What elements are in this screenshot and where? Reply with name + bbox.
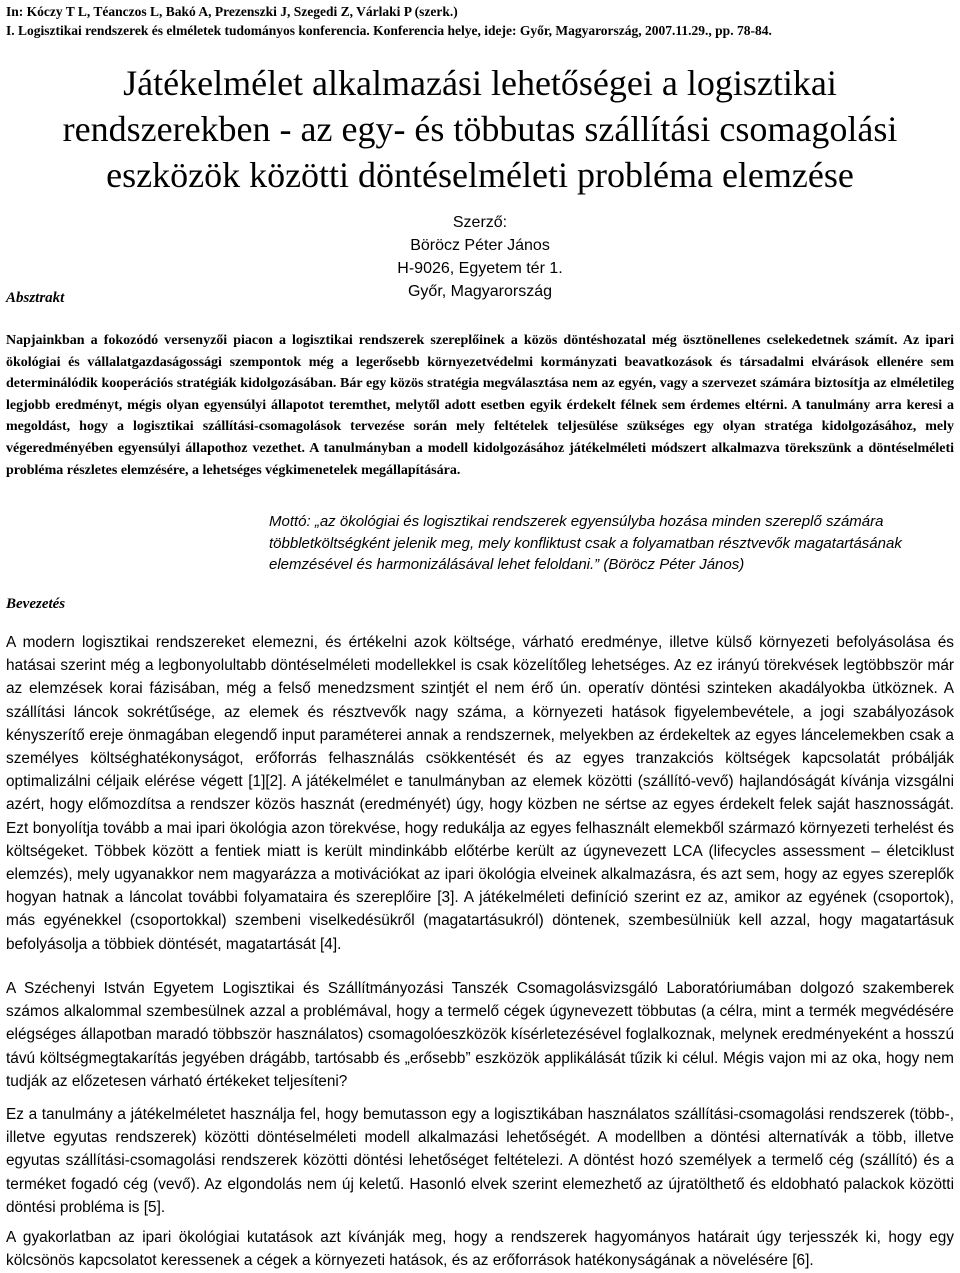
motto-quote: Mottó: „az ökológiai és logisztikai rendszerek egyensúlyba hozása minden szereplő számára többletköltségként jelenik meg, mely konfliktust csak a folyamatban résztvevők magatartásának elemzésével és harmonizálásával lehet feloldani.” (Böröcz Péter János) — [269, 513, 902, 573]
body-paragraph: A gyakorlatban az ipari ökológiai kutatások azt kívánják meg, hogy a rendszerek hagyományos határait úgy terjesszék ki, hogy egy kölcsönös kapcsolatot keressenek a cégek a környezeti hatások, és az erőforrások hatékonyságának a növelésére [6]. — [6, 1229, 954, 1270]
introduction-heading: Bevezetés — [6, 596, 66, 612]
author-name: Böröcz Péter János — [410, 237, 550, 254]
body-paragraph: A Széchenyi István Egyetem Logisztikai és Szállítmányozási Tanszék Csomagolásvizsgáló Laboratóriumában dolgozó szakemberek számos alkalommal szembesülnek azzal a problémával, hogy a termelő cégek úgynevezett többutas (a célra, mint a termék megvédésére elégséges állapotban maradó többször használatos) csomagolóeszközök kísérletezésével foglalkoznak, melynek eredményeként a hosszú távú költségmegtakarítás jegyében drágább, tartósabb és „erősebb” eszközök applikálását tűzik ki célul. Mégis vajon mi az oka, hogy nem tudják az előzetesen várható értékeket teljesíteni? — [6, 980, 954, 1090]
citation-line: In: Kóczy T L, Téanczos L, Bakó A, Prezenszki J, Szegedi Z, Várlaki P (szerk.) — [6, 4, 458, 19]
paper-title — [6, 60, 954, 198]
author-address: H-9026, Egyetem tér 1. — [397, 260, 563, 277]
title-line: eszközök közötti döntéselméleti probléma elemzése — [106, 155, 854, 195]
author-city: Győr, Magyarország — [407, 283, 553, 300]
body-paragraph: A modern logisztikai rendszereket elemezni, és értékelni azok költsége, várható eredménye, illetve külső környezeti befolyásolása és hatásai szerint még a legbonyolultabb döntéselméleti modellekkel is csak közelítőleg lehetséges. Az ez irányú törekvések legtöbbször már az elemzések korai fázisában, még a felső menedzsment szintjét el nem érő ún. operatív döntési szinteken akadályokba ütköznek. A szállítási láncok sokrétűsége, az elemek és résztvevők nagy száma, a környezeti hatások figyelembevétele, a jogi szabályozások kényszerítő ereje önmagában elegendő input paraméterei annak a rendszernek, melyekben az érdekeltek az egyes láncelemekben csak a személyes költséghatékonyságot, erőforrás felhasználás csökkentését és az egyes tranzakciós költségek kapcsolatát próbálják optimalizálni céljaik elérése végett [1][2]. A játékelmélet e tanulmányban az elemek közötti (szállító-vevő) hajlandóságát kívánja vizsgálni azért, hogy előmozdítsa a rendszer közös hasznát (eredményét) úgy, hogy közben ne sértse az egyes érdekelt felek saját hasznosságát. Ezt bonyolítja tovább a mai ipari ökológia azon törekvése, hogy redukálja az egyes felhasznált elemekből származó környezeti terhelést és költségeket. Többek között a fentiek miatt is került mindinkább előtérbe került az úgynevezett LCA (lifecycles assessment – életciklust elemzés), mely ugyanakkor nem magyarázza a motivációkat az ipari ökológia elveinek alkalmazásra, és azt sem, hogy az egyes szereplők hogyan hatnak a láncolat további folyamataira és szereplőire [3]. A játékelméleti definíció szerint ez az, amikor az egyének (csoportok), más egyénekkel (csoportokkal) szembeni viselkedésükről (magatartásukról) döntenek, szembesülniük kell azzal, hogy magatartásuk befolyásolja a többiek döntését, magatartását [4]. — [6, 634, 954, 953]
title-line: Játékelmélet alkalmazási lehetőségei a logisztikai — [123, 63, 837, 103]
abstract-heading: Absztrakt — [6, 290, 65, 306]
author-label: Szerző: — [452, 214, 508, 231]
author-block — [6, 211, 954, 303]
citation-line: I. Logisztikai rendszerek és elméletek tudományos konferencia. Konferencia helye, ideje: Győr, Magyarország, 2007.11.29., pp. 78-84. — [6, 23, 772, 38]
title-line: rendszerekben - az egy- és többutas szállítási csomagolási — [62, 109, 898, 149]
abstract-text: Napjainkban a fokozódó versenyzői piacon a logisztikai rendszerek szereplőinek a közös döntéshozatal még ösztönellenes cselekedetnek számít. Az ipari ökológiai és vállalatgazdaságossági szempontok még a legerősebb környezetvédelmi kormányzati beavatkozások és társadalmi elvárások ellenére sem determinálódik kooperációs stratégiák kidolgozásában. Bár egy közös stratégia megválasztása nem az egyén, vagy a szervezet számára biztosítja az elméletileg legjobb eredményt, mégis olyan egyensúlyi állapotot teremthet, melytől adott esetben egyik érdekelt félnek sem érdemes eltérni. A tanulmány arra keresi a megoldást, hogy a logisztikai szállítási-csomagolások tervezése során mely feltételek teljesülése szükséges egy olyan stratéga kidolgozásához, mely végeredményében egyensúlyi állapothoz vezethet. A tanulmányban a modell kidolgozásához játékelméleti módszert alkalmazva törekszünk a döntéselméleti probléma részletes elemzésére, a lehetséges végkimenetelek megállapítására. — [6, 333, 954, 478]
body-paragraph: Ez a tanulmány a játékelméletet használja fel, hogy bemutasson egy a logisztikában használatos szállítási-csomagolási rendszerek (több-, illetve egyutas rendszerek) közötti döntéselméleti modell alkalmazási lehetőségét. A modellben a döntési alternatívák a több, illetve egyutas szállítási-csomagolási rendszerek közötti döntési lehetőséget feltételezi. A döntést hozó személyek a termelő cég (szállító) és a terméket fogadó cég (vevő). Az elgondolás nem új keletű. Hasonló elvek szerint elemezhető az újratölthető és eldobható palackok közötti döntési probléma is [5]. — [6, 1106, 954, 1216]
